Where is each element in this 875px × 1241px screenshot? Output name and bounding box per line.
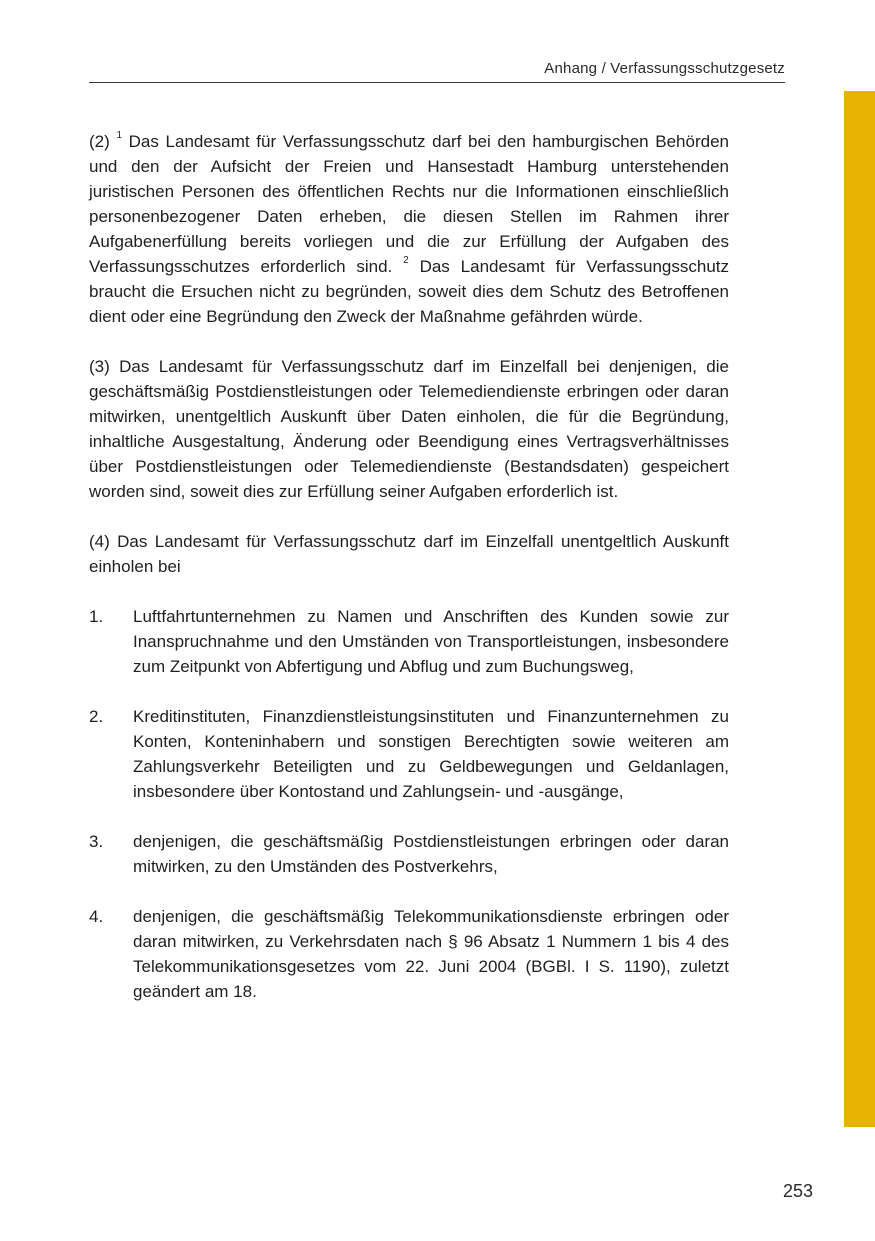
page-body	[89, 129, 729, 1029]
paragraph-text: Das Landesamt für Verfassungsschutz darf bei den hamburgischen Behörden und den der Aufsicht der Freien und Hansestadt Hamburg unterstehenden juristischen Personen des öffentlichen Rechts nur die Informationen einschließlich personenbezogener Daten erheben, die diesen Stellen im Rahmen ihrer Aufgabenerfüllung bereits vorliegen und die zur Erfüllung der Aufgaben des Verfassungsschutzes erforderlich sind.	[89, 132, 729, 276]
list-number: 3.	[89, 832, 104, 851]
list-number: 4.	[89, 907, 104, 926]
list-text: denjenigen, die geschäftsmäßig Postdienstleistungen erbringen oder daran mitwirken, zu den Umständen des Postverkehrs,	[133, 832, 729, 876]
paragraph-text: Das Landesamt für Verfassungsschutz braucht die Ersuchen nicht zu begründen, soweit dies dem Schutz des Betroffenen dient oder eine Begründung den Zweck der Maßnahme gefährden würde.	[89, 257, 729, 326]
list-item	[89, 704, 729, 804]
chapter-color-bar	[844, 91, 875, 1127]
list-item	[89, 604, 729, 679]
list-text: Kreditinstituten, Finanzdienstleistungsinstituten und Finanzunternehmen zu Konten, Konteninhabern und sonstigen Berechtigten sowie weiteren am Zahlungsverkehr Beteiligten und zu Geldbewegungen und Geldanlagen, insbesondere über Kontostand und Zahlungsein- und -ausgänge,	[133, 707, 729, 801]
list-text: denjenigen, die geschäftsmäßig Telekommunikationsdienste erbringen oder daran mitwirken, zu Verkehrsdaten nach § 96 Absatz 1 Nummern 1 bis 4 des Telekommunikationsgesetzes vom 22. Juni 2004 (BGBl. I S. 1190), zuletzt geändert am 18.	[133, 907, 729, 1001]
paragraph-4: (4) Das Landesamt für Verfassungsschutz darf im Einzelfall unentgeltlich Auskunft einholen bei	[89, 532, 729, 576]
paragraph-number: (2)	[89, 132, 110, 151]
list-number: 2.	[89, 707, 104, 726]
list-item	[89, 904, 729, 1004]
sentence-number: 2	[403, 255, 409, 267]
sentence-number: 1	[116, 130, 122, 142]
page-number: 253	[783, 1181, 814, 1201]
list-item	[89, 829, 729, 879]
paragraph-3: (3) Das Landesamt für Verfassungsschutz darf im Einzelfall bei denjenigen, die geschäftsmäßig Postdienstleistungen oder Telemediendienste erbringen oder daran mitwirken, unentgeltlich Auskunft über Daten einholen, die für die Begründung, inhaltliche Ausgestaltung, Änderung oder Beendigung eines Vertragsverhältnisses über Postdienstleistungen oder Telemediendienste (Bestandsdaten) gespeichert worden sind, soweit dies zur Erfüllung seiner Aufgaben erforderlich ist.	[89, 357, 729, 501]
header-rule	[89, 82, 785, 83]
list-number: 1.	[89, 607, 104, 626]
list-text: Luftfahrtunternehmen zu Namen und Anschriften des Kunden sowie zur Inanspruchnahme und den Umständen von Transportleistungen, insbesondere zum Zeitpunkt von Abfertigung und Abflug und zum Buchungsweg,	[133, 607, 729, 676]
paragraph-2	[89, 129, 729, 329]
running-header: Anhang / Verfassungsschutzgesetz	[544, 60, 785, 77]
